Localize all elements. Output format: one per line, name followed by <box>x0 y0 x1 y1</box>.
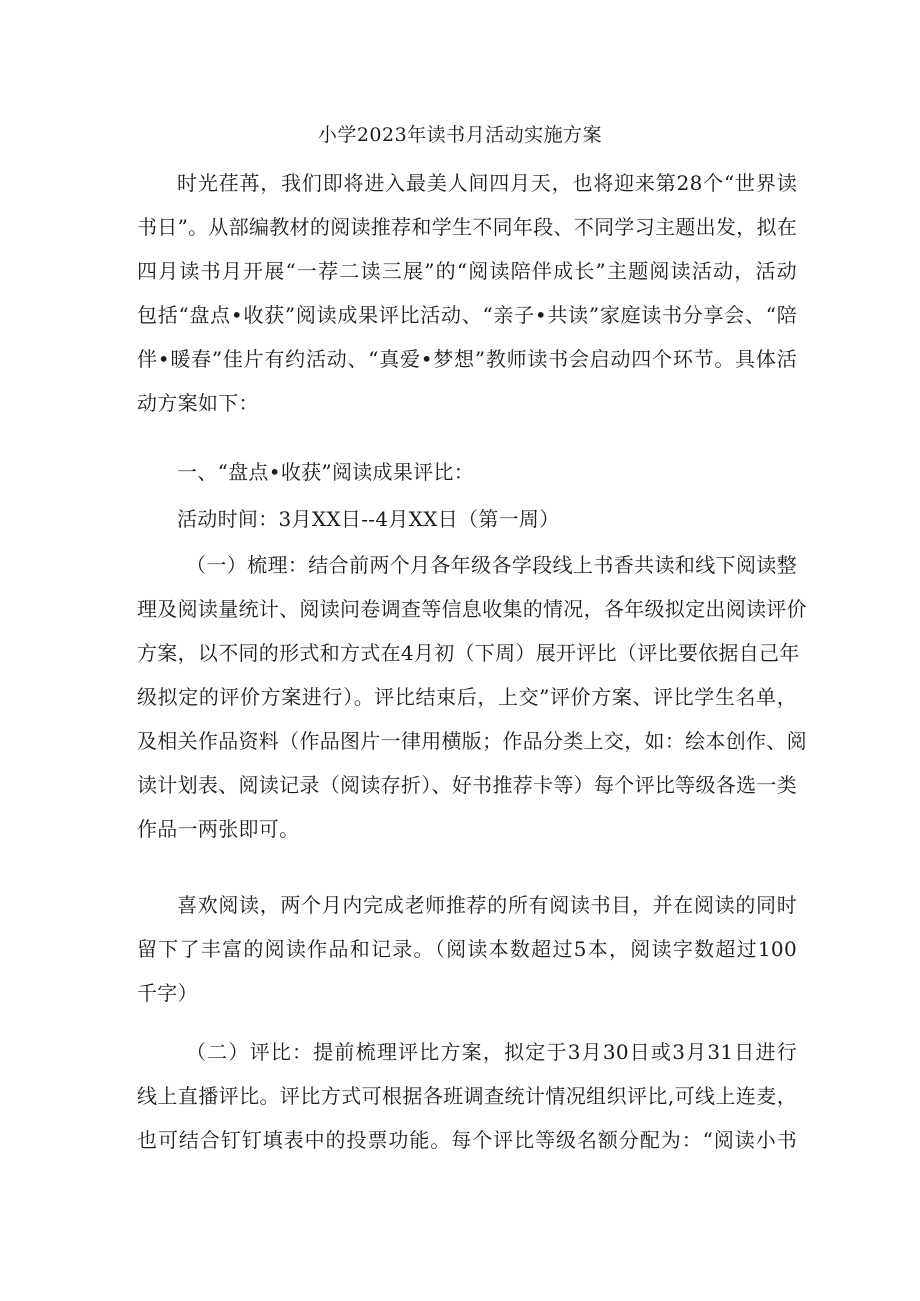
text-line: （二）评比：提前梳理评比方案，拟定于3月30日或3月31日进行 <box>186 1040 797 1064</box>
text-line: 活动时间：3月XX日--4月XX日（第一周） <box>177 507 560 531</box>
activity-time <box>137 497 797 541</box>
text-line: 及相关作品资料（作品图片一律用横版；作品分类上交，如：绘本创作、阅 <box>137 729 807 753</box>
text-line: 四月读书月开展“一荐二读三展”的“阅读陪伴成长”主题阅读活动，活动 <box>137 259 797 283</box>
text-line: 千字） <box>137 981 198 1005</box>
text-line: 理及阅读量统计、阅读问卷调查等信息收集的情况，各年级拟定出阅读评价 <box>137 597 807 621</box>
text-line: 动方案如下： <box>137 391 259 415</box>
text-line: 伴•暖春”佳片有约活动、“真爱•梦想”教师读书会启动四个环节。具体活 <box>137 347 797 371</box>
text-line: （一）梳理：结合前两个月各年级各学段线上书香共读和线下阅读整 <box>186 553 797 577</box>
sorting-paragraph <box>137 543 807 851</box>
intro-paragraph <box>137 161 797 425</box>
text-line: 读计划表、阅读记录（阅读存折）、好书推荐卡等）每个评比等级各选一类 <box>137 773 797 797</box>
text-line: 一、“盘点•收获”阅读成果评比： <box>177 460 475 484</box>
text-line: 级拟定的评价方案进行）。评比结束后，上交”评价方案、评比学生名单， <box>137 685 797 709</box>
text-line: 书日”。从部编教材的阅读推荐和学生不同年段、不同学习主题出发，拟在 <box>137 215 798 239</box>
text-line: 方案，以不同的形式和方式在4月初（下周）展开评比（评比要依据自己年 <box>137 641 800 665</box>
document-title: 小学2023年读书月活动实施方案 <box>317 124 603 146</box>
section-heading <box>137 450 797 494</box>
text-line: 也可结合钉钉填表中的投票功能。每个评比等级名额分配为：“阅读小书 <box>137 1128 797 1152</box>
text-line: 喜欢阅读，两个月内完成老师推荐的所有阅读书目，并在阅读的同时 <box>177 893 797 917</box>
text-line: 包括“盘点•收获”阅读成果评比活动、“亲子•共读”家庭读书分享会、“陪 <box>137 303 797 327</box>
text-line: 作品一两张即可。 <box>137 817 300 841</box>
criteria-paragraph <box>137 883 797 1015</box>
evaluation-paragraph <box>137 1030 797 1162</box>
text-line: 线上直播评比。评比方式可根据各班调查统计情况组织评比,可线上连麦， <box>137 1084 797 1108</box>
text-line: 时光荏苒，我们即将进入最美人间四月天，也将迎来第28个“世界读 <box>177 171 797 195</box>
text-line: 留下了丰富的阅读作品和记录。（阅读本数超过5本，阅读字数超过100 <box>137 937 797 961</box>
